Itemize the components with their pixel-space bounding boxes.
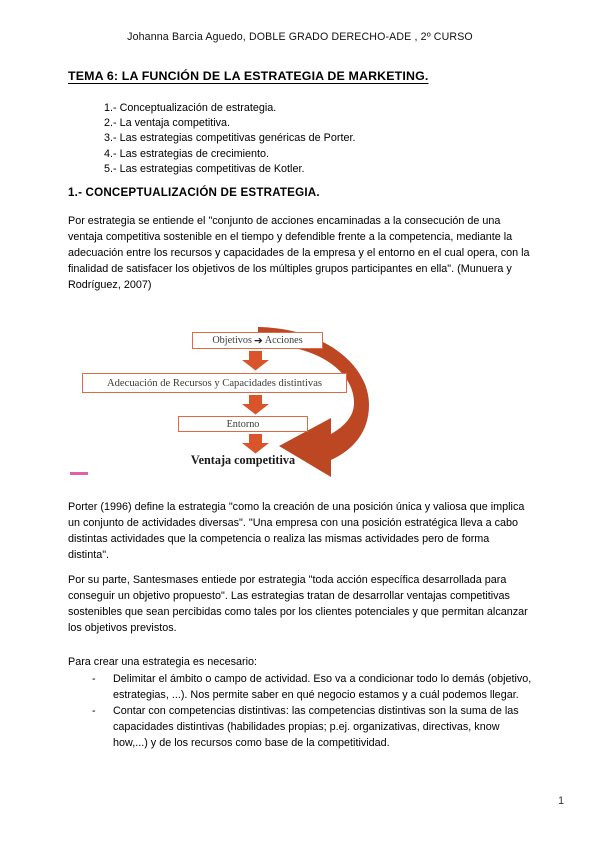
index-item: 3.- Las estrategias competitivas genéricas de Porter.: [104, 132, 356, 145]
down-block-arrow-icon: [241, 395, 270, 415]
diagram-box-entorno: Entorno: [178, 416, 308, 432]
paragraph-porter: Porter (1996) define la estrategia "como la creación de una posición única y valiosa que implica un conjunto de actividades diversas". "Una empresa con una posición estratégica lleva a cabo distintas actividades que la competencia o realiza las mismas actividades pero de forma distinta".: [68, 501, 525, 562]
index-item: 4.- Las estrategias de crecimiento.: [104, 147, 270, 160]
list-item-text: Delimitar el ámbito o campo de actividad. Eso va a condicionar todo lo demás (objetivo, estrategias, ...). Nos permite saber en qué negocio estamos y a cuál podemos llegar.: [113, 673, 532, 702]
paragraph-requisitos-intro: Para crear una estrategia es necesario:: [68, 656, 258, 668]
index-list: [104, 101, 355, 177]
down-block-arrow-icon: [241, 351, 270, 371]
page-number: 1: [558, 795, 564, 807]
diagram-box-acciones-label: Acciones: [264, 335, 303, 346]
paragraph-definition: Por estrategia se entiende el "conjunto de acciones encaminadas a la consecución de una ventaja competitiva sostenible en el tiempo y defendible frente a la competencia, mediante la adecuación entre los recursos y capacidades de la empresa y el entorno en el cual opera, con la finalidad de satisfacer los objetivos de los múltiples grupos participantes en ella". (Munuera y Rodríguez, 2007): [68, 215, 530, 292]
down-block-arrow-icon: [241, 434, 270, 454]
list-item: [87, 671, 532, 703]
document-header: Johanna Barcia Aguedo, DOBLE GRADO DERECHO-ADE , 2º CURSO: [127, 31, 473, 43]
list-item: [87, 703, 532, 751]
paragraph-santesmases: Por su parte, Santesmases entiede por estrategia "toda acción específica desarrollada para conseguir un objetivo propuesto". Las estrategias tratan de desarrollar ventajas competitivas sostenibles que sean percibidas como tales por los clientes potenciales y que permitan alcanzar los objetivos previstos.: [68, 574, 528, 635]
index-item: 2.- La ventaja competitiva.: [104, 117, 231, 130]
strategy-diagram: [78, 322, 398, 482]
bullet-dash-icon: -: [92, 673, 96, 685]
section-heading: 1.- CONCEPTUALIZACIÓN DE ESTRATEGIA.: [68, 186, 320, 199]
page-title: TEMA 6: LA FUNCIÓN DE LA ESTRATEGIA DE MARKETING.: [68, 69, 429, 83]
requisitos-bullet-list: [87, 671, 532, 751]
diagram-label-ventaja-competitiva: Ventaja competitiva: [190, 453, 296, 467]
list-item-text: Contar con competencias distintivas: las competencias distintivas son la suma de las capacidades distintivas (habilidades propias; p.ej. organizativas, directivas, know how,...) y de los recursos como base de la competitividad.: [113, 705, 519, 750]
diagram-box-objetivos-label: Objetivos: [212, 335, 252, 346]
index-item: 5.- Las estrategias competitivas de Kotler.: [104, 162, 305, 175]
right-arrow-icon: ➔: [253, 334, 263, 347]
diagram-box-adecuacion: Adecuación de Recursos y Capacidades distintivas: [82, 373, 347, 393]
index-item: 1.- Conceptualización de estrategia.: [104, 102, 277, 114]
diagram-box-objetivos-acciones: [192, 332, 323, 349]
bullet-dash-icon: -: [92, 705, 96, 718]
stray-highlight-mark: [70, 472, 88, 475]
